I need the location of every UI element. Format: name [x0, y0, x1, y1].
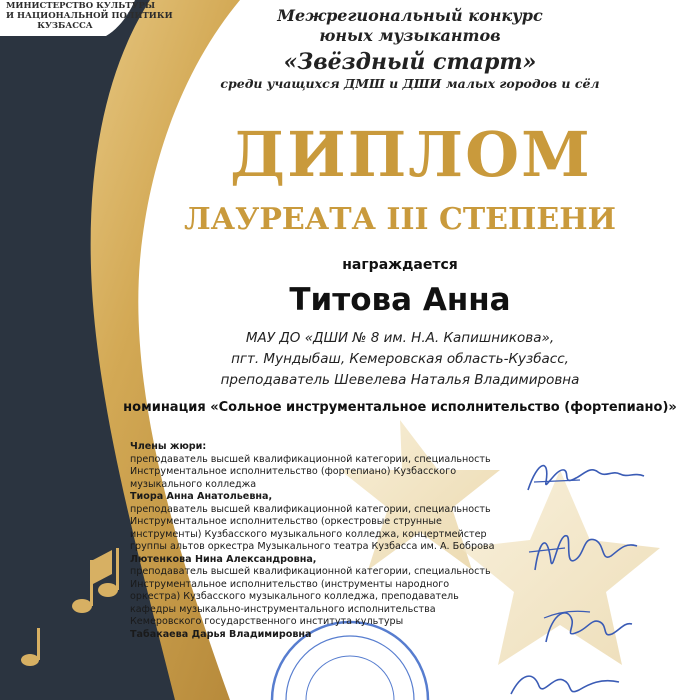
- jury-line: Инструментальное исполнительство (инструменты народного: [130, 578, 450, 590]
- signature-2: [525, 522, 645, 578]
- ministry-line: И НАЦИОНАЛЬНОЙ ПОЛИТИКИ: [6, 11, 173, 21]
- jury-list: [130, 441, 510, 641]
- contest-line-2: юных музыкантов: [319, 26, 501, 45]
- awarded-label: награждается: [342, 257, 458, 273]
- signature-4: [505, 664, 625, 700]
- jury-line: оркестра) Кузбасского музыкального колледжа, преподаватель: [130, 591, 459, 602]
- jury-line: преподаватель высшей квалификационной категории, специальность: [130, 453, 491, 465]
- jury-line: Инструментальное исполнительство (оркестровые струнные: [130, 516, 442, 527]
- contest-subtitle: среди учащихся ДМШ и ДШИ малых городов и сёл: [220, 76, 600, 91]
- institution-line: МАУ ДО «ДШИ № 8 им. Н.А. Капишникова»,: [245, 330, 555, 346]
- nomination: номинация «Сольное инструментальное исполнительство (фортепиано)»: [123, 400, 677, 415]
- ministry-name: [6, 1, 173, 31]
- jury-line: преподаватель высшей квалификационной категории, специальность: [130, 503, 491, 515]
- ministry-line: МИНИСТЕРСТВО КУЛЬТУРЫ: [6, 1, 156, 11]
- laureate-degree: ЛАУРЕАТА III СТЕПЕНИ: [184, 202, 616, 237]
- jury-member-name: Тиора Анна Анатольевна,: [130, 491, 273, 502]
- jury-line: кафедры музыкально-инструментального исполнительства: [130, 603, 436, 615]
- signature-3: [538, 598, 638, 654]
- jury-member-name: Табакаева Дарья Владимировна: [130, 628, 312, 640]
- institution-line: пгт. Мундыбаш, Кемеровская область-Кузбасс,: [231, 351, 569, 367]
- institution-block: [200, 328, 600, 391]
- jury-member-name: Лютенкова Нина Александровна,: [130, 553, 317, 565]
- jury-line: Инструментальное исполнительство (фортепиано) Кузбасского: [130, 466, 457, 477]
- recipient-name: Титова Анна: [289, 282, 511, 318]
- jury-line: группы альтов оркестра Музыкального театра Кузбасса им. А. Боброва: [130, 541, 495, 552]
- signature-1: [520, 452, 650, 502]
- contest-header: [210, 6, 610, 92]
- ministry-line: КУЗБАССА: [37, 21, 93, 31]
- jury-line: Кемеровского государственного института культуры: [130, 616, 404, 627]
- institution-line: преподаватель Шевелева Наталья Владимировна: [220, 372, 580, 388]
- jury-heading: Члены жюри:: [130, 441, 207, 452]
- jury-line: инструменты) Кузбасского музыкального колледжа, концертмейстер: [130, 528, 487, 540]
- jury-line: музыкального колледжа: [130, 478, 257, 490]
- contest-line-1: Межрегиональный конкурс: [277, 6, 543, 25]
- diploma-title: ДИПЛОМ: [230, 118, 592, 191]
- jury-line: преподаватель высшей квалификационной категории, специальность: [130, 566, 491, 577]
- contest-title: «Звёздный старт»: [283, 49, 537, 75]
